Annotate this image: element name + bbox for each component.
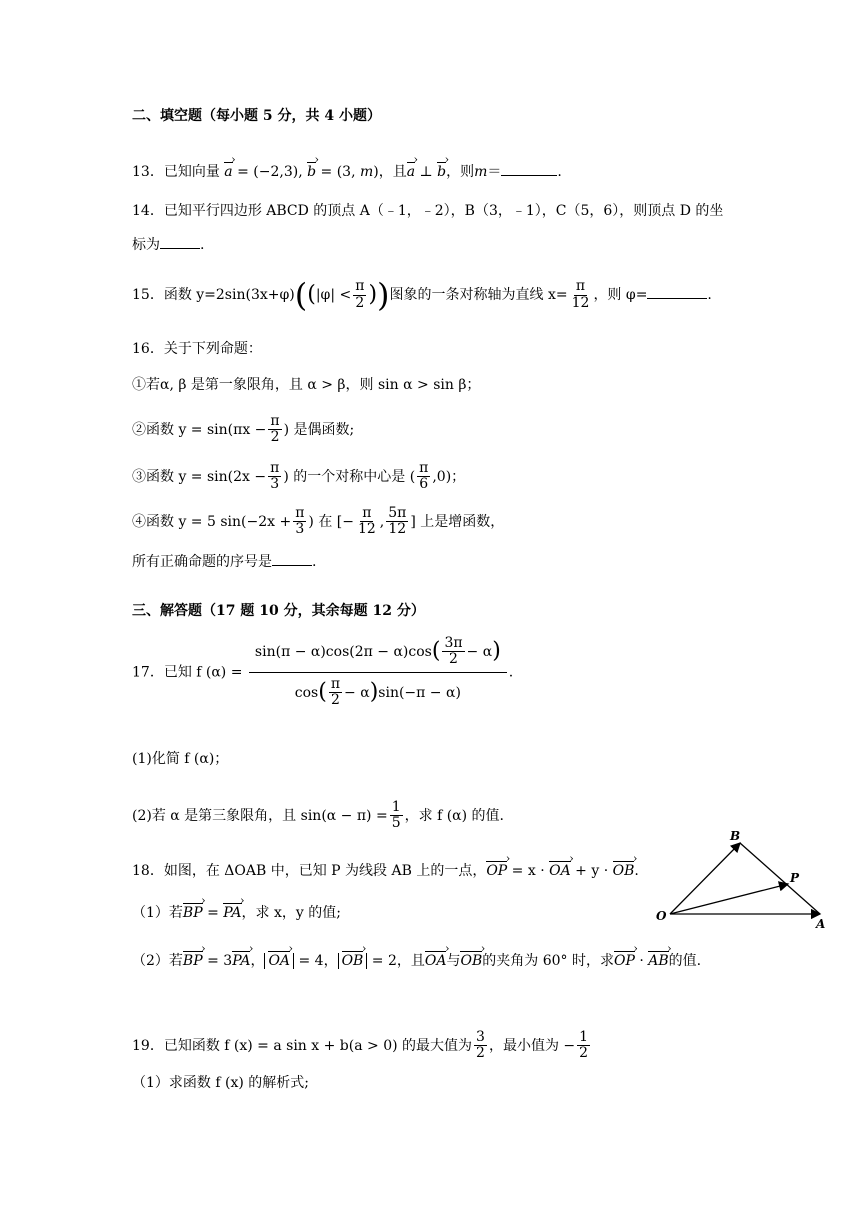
label-o: O	[656, 909, 667, 923]
question-18: 18．如图，在 ΔOAB 中，已知 P 为线段 AB 上的一点，OP › = x · OA › + y · OB ›.	[132, 864, 639, 878]
question-19: 19．已知函数 f (x) = a sin x + b(a > 0) 的最大值为 $\frac{3}{2}$ ，最小值为 − $\frac{1}{2}$	[132, 1029, 589, 1062]
statement-1: ①若α, β 是第一象限角，且 α > β，则 sin α > sin β；	[132, 377, 481, 393]
question-17-part-2: (2)若 α 是第三象限角，且 sin(α − π) = $\frac{1}{5}$ ，求 f (α) 的值.	[132, 799, 505, 832]
vector-b: b ›	[307, 165, 316, 179]
label-a: A	[816, 917, 826, 931]
vector-a: a ›	[224, 165, 232, 179]
triangle-oab-figure	[650, 828, 830, 932]
question-17-part-1: (1)化简 f (α)；	[132, 751, 229, 767]
segment-ab	[740, 843, 820, 914]
answer-blank	[160, 248, 200, 249]
statement-2: ②函数 y = sin(πx − $\frac{\pi}{2}$ ) 是偶函数;	[132, 413, 355, 446]
question-18-part-2: （2）若BP › = 3PA ›， OA › = 4， OB › = 2，且OA ›与OB ›的夹角为 60° 时，求OP › · AB ›的值.	[132, 954, 701, 968]
answer-blank	[272, 565, 312, 566]
question-14-line-1: 14．已知平行四边形 ABCD 的顶点 A（﹣1，﹣2），B（3，﹣1），C（5，6），则顶点 D 的坐	[132, 203, 724, 219]
label-b: B	[730, 829, 741, 843]
segment-op	[670, 884, 788, 914]
statement-3: ③函数 y = sin(2x − $\frac{\pi}{3}$ ) 的一个对称中心是 ( $\frac{\pi}{6}$ ,0)；	[132, 460, 466, 493]
statement-4: ④函数 y = 5 sin(−2x + $\frac{\pi}{3}$ ) 在 [− $\frac{\pi}{12}$ , $\frac{5\pi}{12}$ ] 上是增函数，	[132, 505, 505, 538]
question-15: 15．函数 y=2sin(3x+φ)((|φ| < $\frac{\pi}{2}$ ))图象的一条对称轴为直线 x= $\frac{\pi}{12}$ ，则 φ= .	[132, 276, 712, 314]
segment-ob	[670, 843, 740, 914]
question-17: 17．已知 f (α) = sin(π − α)cos(2π − α)cos( $\frac{3\pi}{2}$ − α) cos( $\frac{\pi}{2}$ − α)sin(−π − α) .	[132, 635, 514, 709]
section-3-heading: 三、解答题（17 题 10 分，其余每题 12 分）	[132, 603, 425, 619]
label-p: P	[790, 871, 800, 885]
question-16-intro: 16．关于下列命题：	[132, 341, 262, 357]
question-13: 13．已知向量 a › = (−2,3), b › = (3, m)，且a › ⊥ b ›，则m＝ .	[132, 165, 562, 179]
question-14-line-2: 标为 .	[132, 237, 205, 253]
section-2-heading: 二、填空题（每小题 5 分，共 4 小题）	[132, 108, 381, 124]
question-16-ending: 所有正确命题的序号是 .	[132, 554, 317, 570]
question-18-part-1: （1）若BP › = PA ›，求 x，y 的值;	[132, 906, 341, 920]
question-19-part-1: （1）求函数 f (x) 的解析式;	[132, 1075, 309, 1091]
answer-blank	[501, 175, 557, 176]
answer-blank	[647, 298, 707, 299]
